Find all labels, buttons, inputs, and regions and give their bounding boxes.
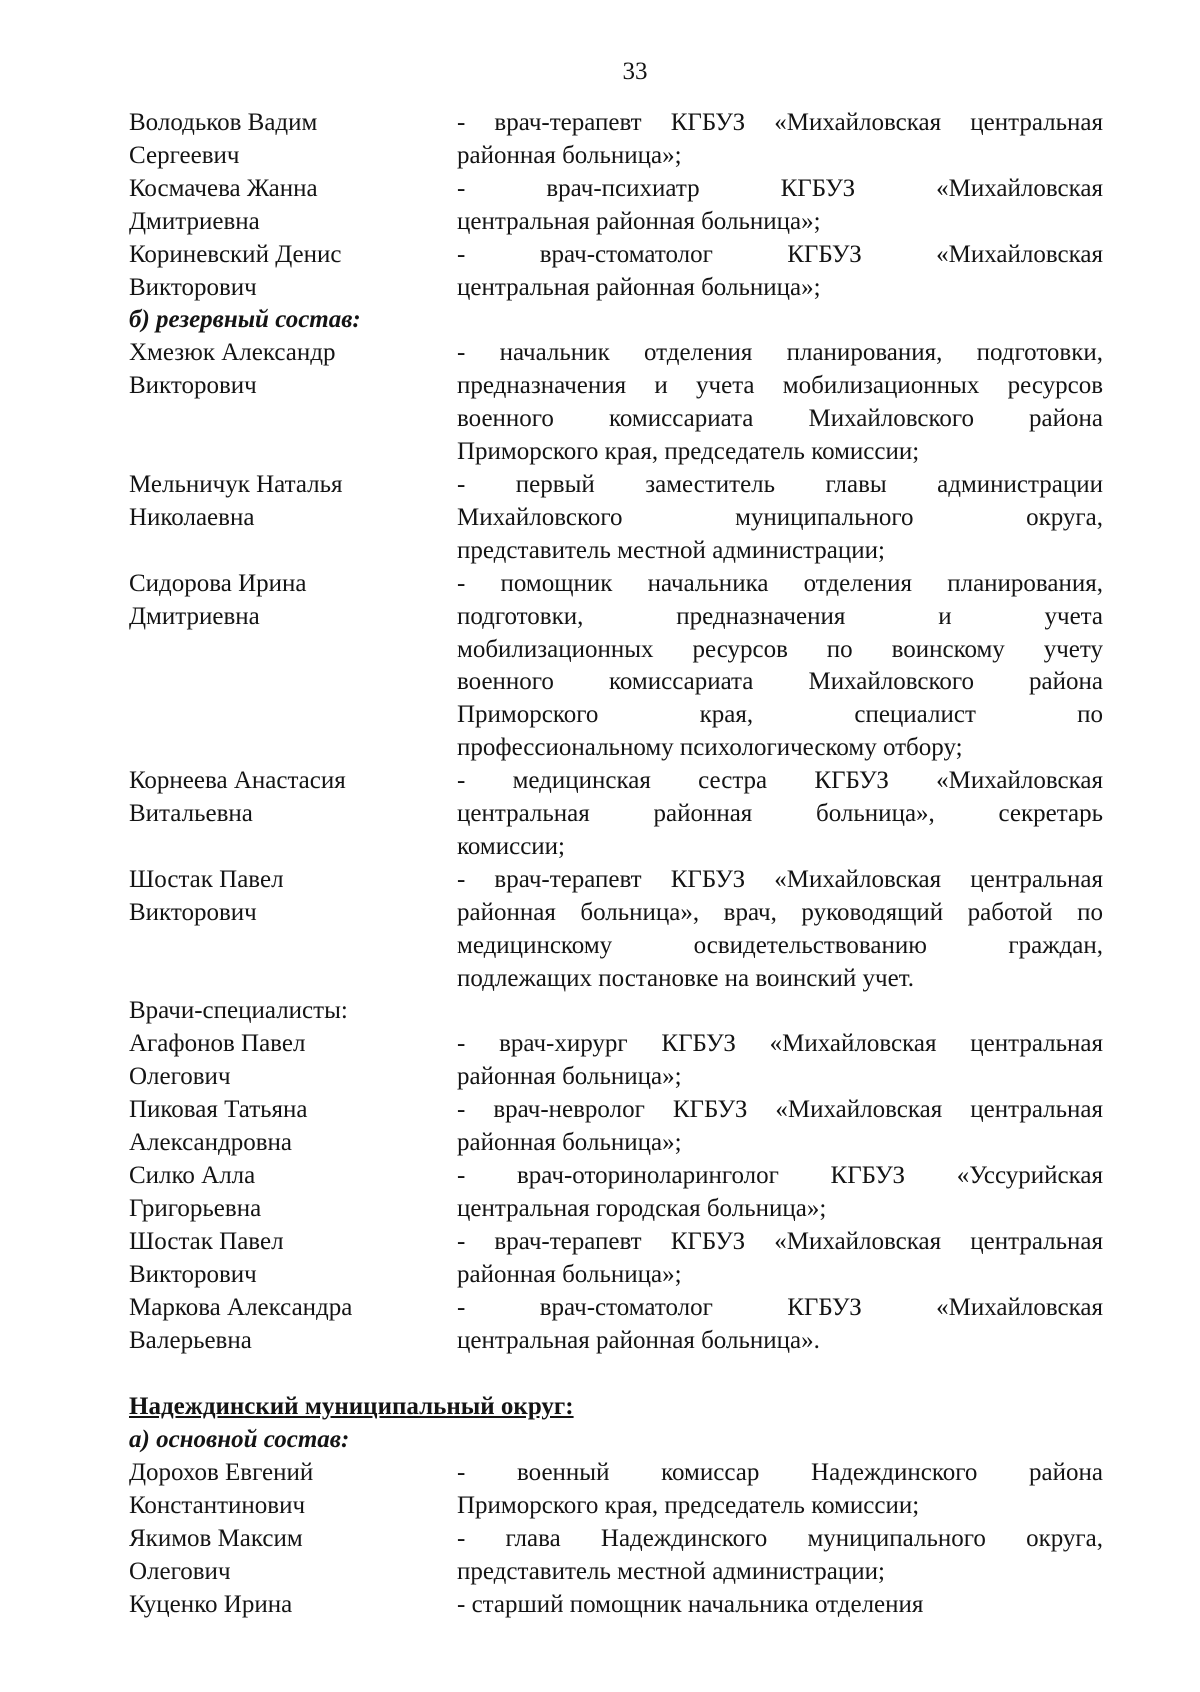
member-position-line: районная больница»; — [457, 1260, 682, 1288]
member-position-line: военного комиссариата Михайловского района — [457, 405, 1103, 433]
member-position-line: подлежащих постановке на воинский учет. — [457, 964, 915, 992]
member-name-line: Володьков Вадим — [129, 109, 318, 136]
member-entry — [129, 1523, 1103, 1589]
member-position — [457, 1523, 1103, 1589]
member-name-line: Космачева Жанна — [129, 174, 318, 202]
member-name-line: Маркова Александра — [129, 1293, 353, 1321]
member-name — [129, 469, 457, 568]
member-position-line: центральная районная больница». — [457, 1326, 820, 1354]
member-name-line: Хмезюк Александр — [129, 339, 336, 367]
member-name-line: Николаевна — [129, 503, 255, 531]
member-name-line: Викторович — [129, 372, 257, 400]
member-name — [129, 568, 457, 765]
member-position — [457, 239, 1103, 305]
member-position-line: подготовки, предназначения и учета — [457, 602, 1103, 630]
member-entry — [129, 864, 1103, 996]
member-name — [129, 173, 457, 239]
member-position-line: центральная районная больница», секретарь — [457, 800, 1103, 828]
member-entry — [129, 1226, 1103, 1292]
member-position-line: - врач-стоматолог КГБУЗ «Михайловская — [457, 240, 1103, 268]
member-position-line: - врач-терапевт КГБУЗ «Михайловская центральная — [457, 865, 1103, 893]
member-name — [129, 1523, 457, 1589]
reserve-members-block — [129, 337, 1103, 995]
member-name — [129, 1457, 457, 1523]
member-entry — [129, 1292, 1103, 1358]
member-entry — [129, 239, 1103, 305]
document-body — [129, 107, 1103, 1622]
member-position — [457, 173, 1103, 239]
member-position-line: - врач-невролог КГБУЗ «Михайловская центральная — [457, 1096, 1103, 1124]
member-entry — [129, 1028, 1103, 1094]
member-position-line: Михайловского муниципального округа, — [457, 503, 1103, 531]
member-position — [457, 1160, 1103, 1226]
member-name-line: Валерьевна — [129, 1326, 252, 1354]
member-name-line: Сидорова Ирина — [129, 569, 307, 597]
member-entry — [129, 173, 1103, 239]
member-entry — [129, 765, 1103, 864]
member-name-line: Викторович — [129, 898, 257, 926]
member-name — [129, 1589, 457, 1622]
member-name-line: Якимов Максим — [129, 1525, 303, 1553]
member-position-line: медицинскому освидетельствованию граждан, — [457, 931, 1103, 959]
member-position-line: районная больница», врач, руководящий работой по — [457, 898, 1103, 926]
member-position-line: Приморского края, председатель комиссии; — [457, 1492, 920, 1520]
member-entry — [129, 107, 1103, 173]
member-name-line: Силко Алла — [129, 1162, 256, 1189]
member-position-line: - первый заместитель главы администрации — [457, 470, 1103, 498]
member-name-line: Куценко Ирина — [129, 1590, 293, 1618]
member-position — [457, 1226, 1103, 1292]
member-position-line: - помощник начальника отделения планирования, — [457, 569, 1103, 597]
member-entry — [129, 469, 1103, 568]
member-position — [457, 864, 1103, 996]
commission-members-block — [129, 107, 1103, 304]
member-position-line: - врач-стоматолог КГБУЗ «Михайловская — [457, 1293, 1103, 1321]
member-name — [129, 864, 457, 996]
member-name — [129, 107, 457, 173]
member-entry — [129, 1457, 1103, 1523]
member-name — [129, 337, 457, 469]
member-position-line: представитель местной администрации; — [457, 1557, 885, 1585]
member-name-line: Агафонов Павел — [129, 1030, 306, 1058]
page-number: 33 — [622, 58, 648, 85]
member-name-line: Дмитриевна — [129, 602, 260, 630]
member-name-line: Константинович — [129, 1492, 306, 1520]
member-position-line: комиссии; — [457, 832, 565, 860]
member-position — [457, 568, 1103, 765]
main-composition-heading: а) основной состав: — [129, 1426, 350, 1454]
member-position — [457, 1094, 1103, 1160]
member-entry — [129, 568, 1103, 765]
member-name-line: Олегович — [129, 1063, 231, 1091]
specialists-block — [129, 1028, 1103, 1357]
member-name — [129, 1094, 457, 1160]
member-name-line: Дорохов Евгений — [129, 1459, 314, 1487]
member-position — [457, 337, 1103, 469]
member-name-line: Корнеева Анастасия — [129, 767, 346, 795]
member-position-line: Приморского края, председатель комиссии; — [457, 438, 920, 466]
member-position-line: - военный комиссар Надеждинского района — [457, 1459, 1103, 1487]
member-name — [129, 765, 457, 864]
member-position-line: мобилизационных ресурсов по воинскому учету — [457, 635, 1103, 663]
member-name-line: Григорьевна — [129, 1194, 262, 1222]
specialists-heading: Врачи-специалисты: — [129, 997, 348, 1025]
member-position-line: военного комиссариата Михайловского района — [457, 668, 1103, 696]
member-position-line: - медицинская сестра КГБУЗ «Михайловская — [457, 767, 1103, 795]
member-position-line: районная больница»; — [457, 1129, 682, 1157]
member-position-line: районная больница»; — [457, 1063, 682, 1091]
member-entry — [129, 1094, 1103, 1160]
member-position-line: - врач-терапевт КГБУЗ «Михайловская центральная — [457, 1227, 1103, 1255]
member-entry — [129, 337, 1103, 469]
district-heading: Надеждинский муниципальный округ: — [129, 1393, 574, 1421]
member-name-line: Пиковая Татьяна — [129, 1096, 308, 1124]
member-name — [129, 1226, 457, 1292]
member-name-line: Мельничук Наталья — [129, 470, 343, 498]
member-position-line: предназначения и учета мобилизационных ресурсов — [457, 372, 1103, 400]
member-position-line: - врач-терапевт КГБУЗ «Михайловская центральная — [457, 109, 1103, 136]
member-position-line: - начальник отделения планирования, подготовки, — [457, 339, 1103, 367]
member-name — [129, 1160, 457, 1226]
member-position-line: центральная городская больница»; — [457, 1194, 827, 1222]
member-name-line: Витальевна — [129, 800, 253, 828]
member-entry — [129, 1160, 1103, 1226]
member-position-line: - старший помощник начальника отделения — [457, 1590, 924, 1618]
member-position — [457, 1292, 1103, 1358]
member-position-line: - врач-хирург КГБУЗ «Михайловская центральная — [457, 1030, 1103, 1058]
member-position-line: профессиональному психологическому отбору; — [457, 734, 963, 762]
member-name-line: Сергеевич — [129, 141, 240, 169]
member-position — [457, 1457, 1103, 1523]
member-position-line: - глава Надеждинского муниципального округа, — [457, 1525, 1103, 1553]
member-position-line: районная больница»; — [457, 141, 682, 169]
reserve-composition-heading: б) резервный состав: — [129, 306, 361, 334]
member-name-line: Александровна — [129, 1129, 293, 1157]
member-name — [129, 239, 457, 305]
member-position-line: центральная районная больница»; — [457, 207, 821, 235]
member-position-line: - врач-оториноларинголог КГБУЗ «Уссурийская — [457, 1162, 1103, 1189]
member-name — [129, 1028, 457, 1094]
member-name-line: Олегович — [129, 1557, 231, 1585]
member-name-line: Викторович — [129, 273, 257, 301]
member-position — [457, 469, 1103, 568]
member-position — [457, 107, 1103, 173]
member-position-line: - врач-психиатр КГБУЗ «Михайловская — [457, 174, 1103, 202]
member-name-line: Шостак Павел — [129, 865, 284, 893]
member-position-line: центральная районная больница»; — [457, 273, 821, 301]
member-name — [129, 1292, 457, 1358]
member-position-line: Приморского края, специалист по — [457, 701, 1103, 729]
member-name-line: Кориневский Денис — [129, 240, 342, 268]
member-name-line: Шостак Павел — [129, 1227, 284, 1255]
member-name-line: Дмитриевна — [129, 207, 260, 235]
member-name-line: Викторович — [129, 1260, 257, 1288]
member-position — [457, 1589, 1103, 1622]
member-position — [457, 1028, 1103, 1094]
nadezhdinsky-members-block — [129, 1457, 1103, 1622]
member-position — [457, 765, 1103, 864]
member-position-line: представитель местной администрации; — [457, 536, 885, 564]
member-entry — [129, 1589, 1103, 1622]
